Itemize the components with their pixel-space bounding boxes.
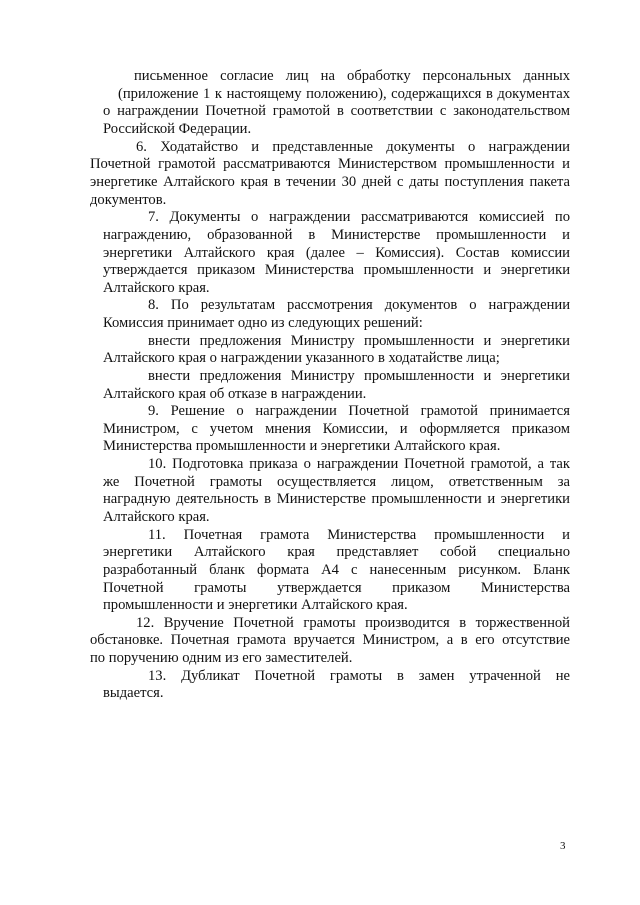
text-line: Министром, с учетом мнения Комиссии, и оформляется приказом [103, 421, 570, 437]
text-line: документов. [90, 192, 167, 208]
text-line: о награждении Почетной грамотой в соответствии с законодательством [103, 103, 570, 119]
text-line: 11. Почетная грамота Министерства промышленности и [148, 527, 570, 543]
text-line: 9. Решение о награждении Почетной грамотой принимается [148, 403, 570, 419]
text-line: Алтайского края. [103, 280, 210, 296]
text-line: награждению, образованной в Министерстве промышленности и [103, 227, 570, 243]
text-line: внести предложения Министру промышленности и энергетики [148, 333, 570, 349]
text-line: Российской Федерации. [103, 121, 252, 137]
text-line: энергетики Алтайского края представляет собой специально [103, 544, 570, 560]
text-line: 8. По результатам рассмотрения документов о награждении [148, 297, 570, 313]
text-line: 10. Подготовка приказа о награждении Почетной грамотой, а так [148, 456, 570, 472]
text-line: 6. Ходатайство и представленные документы о награждении [136, 139, 570, 155]
text-line: Министерства промышленности и энергетики Алтайского края. [103, 438, 501, 454]
text-line: энергетике Алтайского края в течении 30 дней с даты поступления пакета [90, 174, 570, 190]
text-line: выдается. [103, 685, 164, 701]
text-line: 13. Дубликат Почетной грамоты в замен утраченной не [148, 668, 570, 684]
text-line: Алтайского края. [103, 509, 210, 525]
text-line: Комиссия принимает одно из следующих решений: [103, 315, 423, 331]
text-line: Алтайского края об отказе в награждении. [103, 386, 367, 402]
text-line: промышленности и энергетики Алтайского края. [103, 597, 408, 613]
text-line: Алтайского края о награждении указанного в ходатайстве лица; [103, 350, 500, 366]
text-line: энергетики Алтайского края (далее – Комиссия). Состав комиссии [103, 245, 570, 261]
text-line: Почетной грамоты утверждается приказом Министерства [103, 580, 570, 596]
text-line: внести предложения Министру промышленности и энергетики [148, 368, 570, 384]
text-line: наградную деятельность в Министерстве промышленности и энергетики [103, 491, 570, 507]
page-number: 3 [560, 840, 566, 852]
text-line: же Почетной грамоты осуществляется лицом, ответственным за [103, 474, 570, 490]
text-line: письменное согласие лиц на обработку персональных данных [134, 68, 570, 84]
text-line: 7. Документы о награждении рассматриваются комиссией по [148, 209, 570, 225]
text-line: Почетной грамотой рассматриваются Министерством промышленности и [90, 156, 570, 172]
text-line: утверждается приказом Министерства промышленности и энергетики [103, 262, 570, 278]
text-line: обстановке. Почетная грамота вручается Министром, а в его отсутствие [90, 632, 570, 648]
text-line: по поручению одним из его заместителей. [90, 650, 353, 666]
text-line: 12. Вручение Почетной грамоты производится в торжественной [136, 615, 570, 631]
text-line: разработанный бланк формата А4 с нанесенным рисунком. Бланк [103, 562, 570, 578]
text-line: (приложение 1 к настоящему положению), содержащихся в документах [118, 86, 570, 102]
